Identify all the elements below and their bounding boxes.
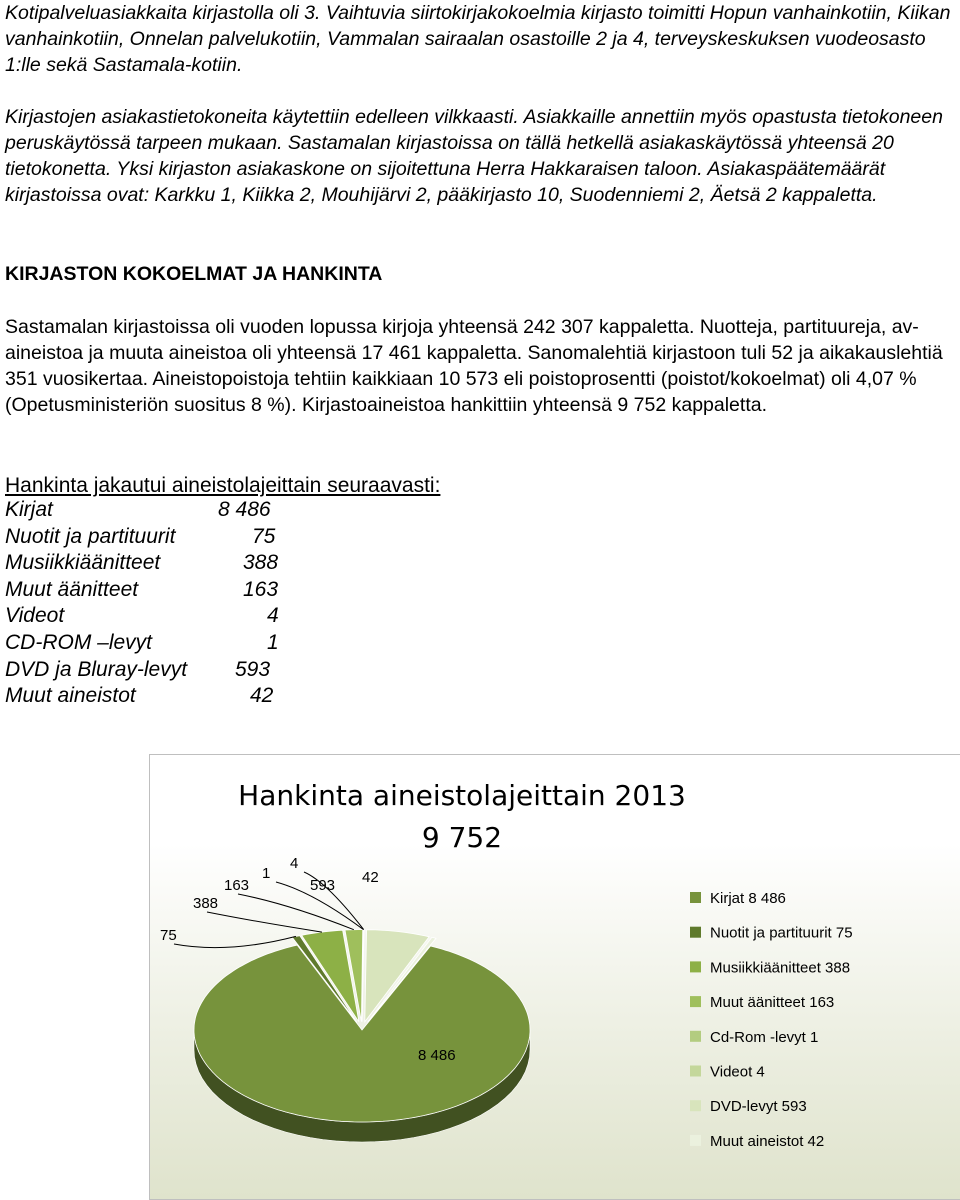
legend-swatch (690, 1135, 701, 1146)
slice-label: 1 (262, 865, 271, 882)
section-heading: KIRJASTON KOKOELMAT JA HANKINTA (5, 263, 383, 285)
legend-label: Nuotit ja partituurit 75 (710, 924, 853, 942)
slice-label: 4 (290, 855, 299, 872)
legend-swatch (690, 927, 701, 938)
pie-chart (149, 754, 960, 1200)
item-value: 8 486 (218, 498, 271, 521)
legend-label: Muut äänitteet 163 (710, 994, 835, 1012)
legend-swatch (690, 892, 701, 903)
item-label: DVD ja Bluray-levyt (5, 657, 188, 681)
chart-title: Hankinta aineistolajeittain 2013 (238, 779, 686, 812)
chart-legend (690, 890, 853, 1150)
intro-paragraph-1: Kotipalveluasiakkaita kirjastolla oli 3. Vaihtuvia siirtokirjakokoelmia kirjasto toimitti Hopun vanhainkotiin, Kiikan vanhainkotiin, Onnelan palvelukotiin, Vammalan sairaalan osastoille 2 ja 4, terveyskeskuksen vuodeosasto 1:lle sekä Sastamala-kotiin. (5, 2, 951, 76)
slice-label: 593 (310, 877, 336, 894)
legend-swatch (690, 1066, 701, 1077)
item-label: Musiikkiäänitteet (5, 551, 161, 575)
slice-label: 75 (160, 927, 177, 944)
label-leader-line (174, 936, 296, 947)
item-value: 4 (267, 604, 279, 628)
intro-paragraph-2: Kirjastojen asiakastietokoneita käytettiin edelleen vilkkaasti. Asiakkaille annettiin myös opastusta tietokoneen peruskäytössä tarpeen mukaan. Sastamalan kirjastoissa on tällä hetkellä asiakaskäytössä yhteensä 20 tietokonetta. Yksi kirjaston asiakaskone on sijoitettuna Herra Hakkaraisen taloon. Asiakaspäätemäärät kirjastoissa ovat: Karkku 1, Kiikka 2, Mouhijärvi 2, pääkirjasto 10, Suodenniemi 2, Äetsä 2 kappaletta. (5, 106, 943, 206)
pie-slices (194, 930, 530, 1142)
legend-swatch (690, 1100, 701, 1111)
item-value: 42 (250, 684, 274, 708)
slice-label: 42 (362, 869, 379, 886)
item-label: Kirjat (5, 498, 53, 521)
label-leader-line (238, 894, 354, 930)
legend-swatch (690, 1031, 701, 1042)
item-label: CD-ROM –levyt (5, 630, 153, 654)
item-value: 388 (243, 551, 279, 575)
legend-label: DVD-levyt 593 (710, 1098, 807, 1116)
label-leader-line (207, 912, 322, 932)
pie-chart-svg (150, 755, 960, 1199)
item-label: Videot (5, 604, 65, 628)
legend-label: Cd-Rom -levyt 1 (710, 1028, 819, 1046)
item-label: Muut aineistot (5, 684, 136, 708)
item-label: Nuotit ja partituurit (5, 524, 176, 548)
legend-swatch (690, 996, 701, 1007)
slice-label: 163 (224, 877, 250, 894)
legend-label: Muut aineistot 42 (710, 1132, 825, 1150)
purchases-intro: Hankinta jakautui aineistolajeittain seuraavasti: (5, 474, 441, 497)
slice-label: 388 (193, 895, 219, 912)
item-value: 163 (243, 577, 279, 601)
collection-paragraph: Sastamalan kirjastoissa oli vuoden lopussa kirjoja yhteensä 242 307 kappaletta. Nuotteja, partituureja, av-aineistoa ja muuta aineistoa oli yhteensä 17 461 kappaletta. Sanomalehtiä kirjastoon tuli 52 ja aikakauslehtiä 351 vuosikertaa. Aineistopoistoja tehtiin kaikkiaan 10 573 eli poistoprosentti (poistot/kokoelmat) oli 4,07 % (Opetusministeriön suositus 8 %). Kirjastoaineistoa hankittiin yhteensä 9 752 kappaletta. (5, 316, 943, 416)
slice-label: 8 486 (418, 1047, 456, 1064)
item-label: Muut äänitteet (5, 577, 139, 601)
item-value: 75 (252, 524, 276, 548)
chart-subtitle: 9 752 (421, 821, 503, 854)
legend-label: Musiikkiäänitteet 388 (710, 959, 851, 977)
item-value: 1 (267, 630, 279, 654)
legend-label: Kirjat 8 486 (710, 890, 786, 907)
item-value: 593 (235, 657, 271, 681)
legend-label: Videot 4 (710, 1063, 765, 1081)
legend-swatch (690, 961, 701, 972)
